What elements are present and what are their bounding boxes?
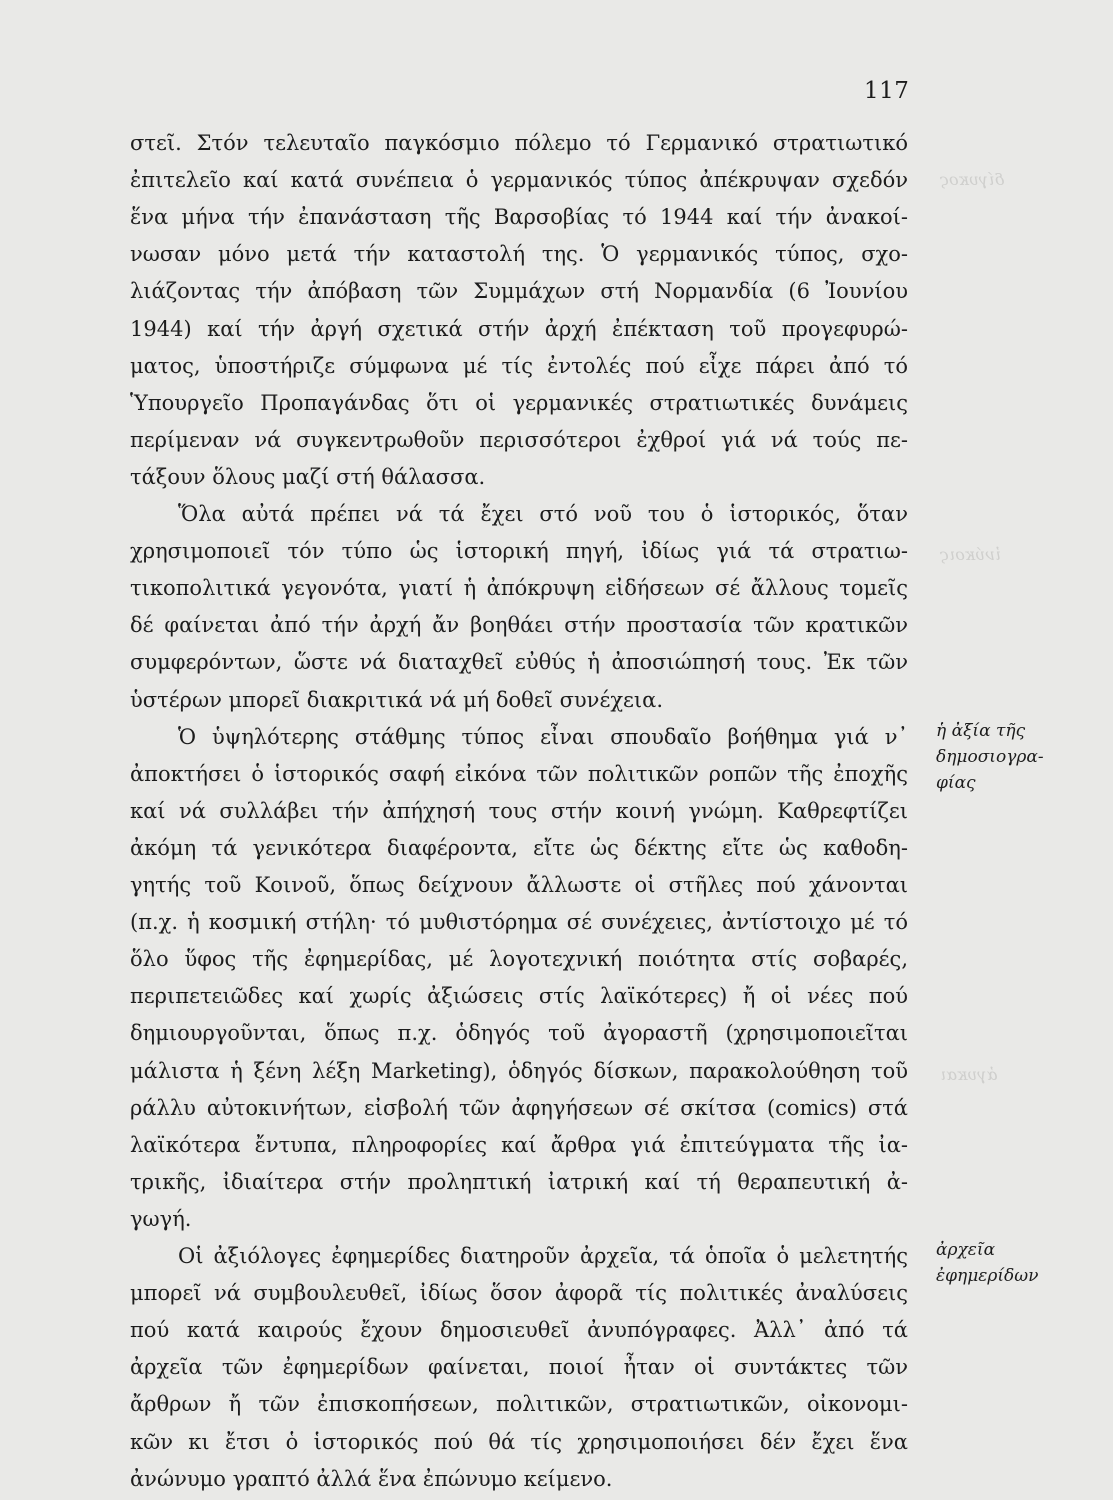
text-line: ὅλο ὕφος τῆς ἐφημερίδας, μέ λογοτεχνική ποιότητα στίς σοβαρές, <box>130 947 908 972</box>
text-line: Ὑπουργεῖο Προπαγάνδας ὅτι οἱ γερμανικές στρατιωτικές δυνάμεις <box>130 390 908 415</box>
text-line: στεῖ. Στόν τελευταῖο παγκόσμιο πόλεμο τό Γερμανικό στρατιωτικό <box>130 131 908 155</box>
text-line: ἀνώνυμο γραπτό ἀλλά ἕνα ἐπώνυμο κείμενο. <box>130 1466 613 1491</box>
bleed-through-text: δίγυκος <box>940 170 1005 189</box>
text-line: τρικῆς, ἰδιαίτερα στήν προληπτική ἰατρική καί τή θεραπευτική ἀ- <box>130 1169 908 1194</box>
text-line: (π.χ. ἡ κοσμική στήλη· τό μυθιστόρημα σέ συνέχειες, ἀντίστοιχο μέ τό <box>130 910 908 935</box>
text-line: τικοπολιτικά γεγονότα, γιατί ἡ ἀπόκρυψη εἰδήσεων σέ ἄλλους τομεῖς <box>130 576 908 601</box>
margin-note-newspaper-archives <box>936 1237 1038 1289</box>
text-line: Ὅλα αὐτά πρέπει νά τά ἔχει στό νοῦ του ὁ ἱστορικός, ὅταν <box>178 502 908 526</box>
margin-note-line: ἡ ἀξία τῆς <box>936 720 1026 741</box>
text-line: συμφερόντων, ὥστε νά διαταχθεῖ εὐθύς ἡ ἀποσιώπησή τους. Ἐκ τῶν <box>130 650 908 675</box>
text-line: ἀκόμη τά γενικότερα διαφέροντα, εἴτε ὡς δέκτης εἴτε ὡς καθοδη- <box>130 835 908 860</box>
text-line: δημιουργοῦνται, ὅπως π.χ. ὁδηγός τοῦ ἀγοραστῆ (χρησιμοποιεῖται <box>130 1021 908 1046</box>
text-line: ἄρθρων ἤ τῶν ἐπισκοπήσεων, πολιτικῶν, στρατιωτικῶν, οἰκονομι- <box>130 1392 908 1417</box>
text-line: Οἱ ἀξιόλογες ἐφημερίδες διατηροῦν ἀρχεῖα, τά ὁποῖα ὁ μελετητής <box>178 1244 908 1268</box>
text-line: ἀποκτήσει ὁ ἱστορικός σαφή εἰκόνα τῶν πολιτικῶν ροπῶν τῆς ἐποχῆς <box>130 761 908 786</box>
text-line: τάξουν ὅλους μαζί στή θάλασσα. <box>130 464 486 489</box>
margin-note-line: φίας <box>936 772 976 793</box>
text-line: γητής τοῦ Κοινοῦ, ὅπως δείχνουν ἄλλωστε οἱ στῆλες πού χάνονται <box>130 873 908 897</box>
text-line: λιάζοντας τήν ἀπόβαση τῶν Συμμάχων στή Νορμανδία (6 Ἰουνίου <box>130 279 908 304</box>
text-line: λαϊκότερα ἔντυπα, πληροφορίες καί ἄρθρα γιά ἐπιτεύγματα τῆς ἰα- <box>130 1132 908 1157</box>
text-line: δέ φαίνεται ἀπό τήν ἀρχή ἄν βοηθάει στήν προστασία τῶν κρατικῶν <box>130 613 908 638</box>
margin-note-line: δημοσιογρα- <box>936 746 1044 767</box>
bleed-through-text: ἀγυκαι <box>940 1065 998 1084</box>
text-line: Ὁ ὑψηλότερης στάθμης τύπος εἶναι σπουδαῖο βοήθημα γιά ν᾿ <box>178 724 908 749</box>
text-line: ράλλυ αὐτοκινήτων, εἰσβολή τῶν ἀφηγήσεων σέ σκίτσα (comics) στά <box>130 1095 908 1120</box>
margin-note-line: ἀρχεῖα <box>936 1240 996 1260</box>
text-line: καί νά συλλάβει τήν ἀπήχησή τους στήν κοινή γνώμη. Καθρεφτίζει <box>130 798 908 823</box>
text-line: ἐπιτελεῖο καί κατά συνέπεια ὁ γερμανικός τύπος ἀπέκρυψαν σχεδόν <box>130 168 908 193</box>
text-line: νωσαν μόνο μετά τήν καταστολή της. Ὁ γερμανικός τύπος, σχο- <box>130 242 908 267</box>
text-line: γωγή. <box>130 1206 192 1231</box>
text-line: μπορεῖ νά συμβουλευθεῖ, ἰδίως ὅσον ἀφορᾶ τίς πολιτικές ἀναλύσεις <box>130 1281 908 1306</box>
margin-note-line: ἐφημερίδων <box>936 1266 1039 1286</box>
text-line: ματος, ὑποστήριζε σύμφωνα μέ τίς ἐντολές πού εἶχε πάρει ἀπό τό <box>130 353 908 378</box>
text-line: ἀρχεῖα τῶν ἐφημερίδων φαίνεται, ποιοί ἦταν οἱ συντάκτες τῶν <box>130 1355 908 1380</box>
text-line: πού κατά καιρούς ἔχουν δημοσιευθεῖ ἀνυπόγραφες. Ἀλλ᾿ ἀπό τά <box>130 1318 908 1343</box>
text-line: ὑστέρων μπορεῖ διακριτικά νά μή δοθεῖ συνέχεια. <box>130 687 664 712</box>
text-line: μάλιστα ἡ ξένη λέξη Marketing), ὁδηγός δίσκων, παρακολούθηση τοῦ <box>130 1058 908 1083</box>
text-line: χρησιμοποιεῖ τόν τύπο ὡς ἱστορική πηγή, ἰδίως γιά τά στρατιω- <box>130 539 908 564</box>
text-line: 1944) καί τήν ἀργή σχετικά στήν ἀρχή ἐπέκταση τοῦ προγεφυρώ- <box>130 316 908 341</box>
text-line: ἕνα μήνα τήν ἐπανάσταση τῆς Βαρσοβίας τό 1944 καί τήν ἀνακοί- <box>130 205 908 230</box>
text-line: περίμεναν νά συγκεντρωθοῦν περισσότεροι ἐχθροί γιά νά τούς πε- <box>130 427 908 452</box>
bleed-through-text: ἰνύκοις <box>940 545 1002 564</box>
margin-note-press-value <box>936 718 1044 796</box>
text-line: περιπετειῶδες καί χωρίς ἀξιώσεις στίς λαϊκότερες) ἤ οἱ νέες πού <box>130 984 908 1009</box>
page-number: 117 <box>864 78 910 104</box>
text-line: κῶν κι ἔτσι ὁ ἱστορικός πού θά τίς χρησιμοποιήσει δέν ἔχει ἕνα <box>130 1429 908 1454</box>
